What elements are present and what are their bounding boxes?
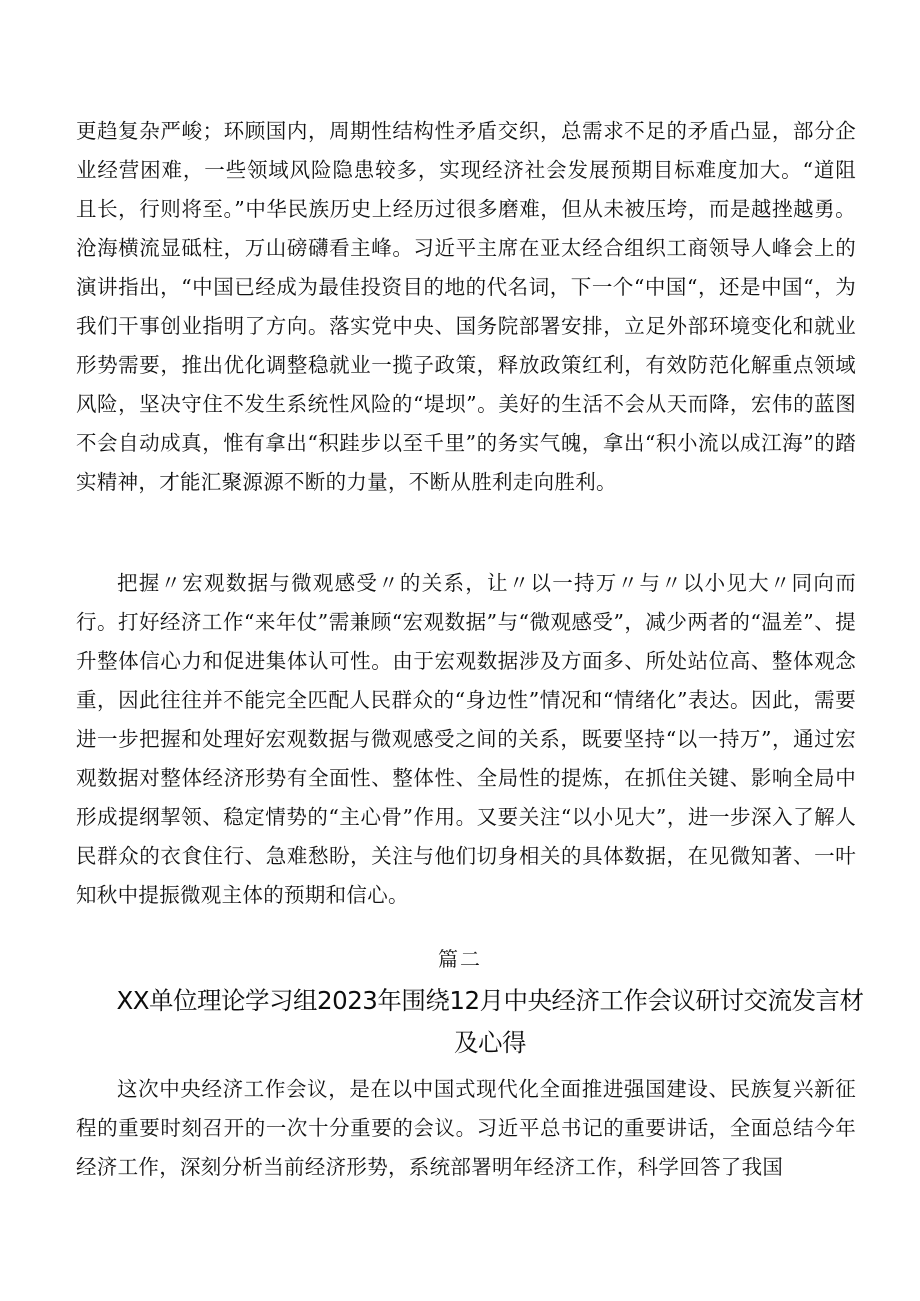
body-paragraph: 更趋复杂严峻；环顾国内，周期性结构性矛盾交织，总需求不足的矛盾凸显，部分企业经营困难，一些领域风险隐患较多，实现经济社会发展预期目标难度加大。“道阻且长，行则将至。”中华民族历史上经历过很多磨难，但从未被压垮，而是越挫越勇。沧海横流显砥柱，万山磅礴看主峰。习近平主席在亚太经合组织工商领导人峰会上的演讲指出，“中国已经成为最佳投资目的地的代名词，下一个“中国“，还是中国“，为我们干事创业指明了方向。落实党中央、国务院部署安排，立足外部环境变化和就业形势需要，推出优化调整稳就业一揽子政策，释放政策红利，有效防范化解重点领域风险，坚决守住不发生系统性风险的“堤坝”。美好的生活不会从天而降，宏伟的蓝图不会自动成真，惟有拿出“积跬步以至千里”的务实气魄，拿出“积小流以成江海”的踏实精神，才能汇聚源源不断的力量，不断从胜利走向胜利。 [76, 119, 856, 494]
body-paragraph: 把握〃宏观数据与微观感受〃的关系，让〃以一持万〃与〃以小见大〃同向而行。打好经济工作“来年仗”需兼顾“宏观数据”与“微观感受”，减少两者的“温差”、提升整体信心力和促进集体认可性。由于宏观数据涉及方面多、所处站位高、整体观念重，因此往往并不能完全匹配人民群众的“身边性”情况和“情绪化”表达。因此，需要进一步把握和处理好宏观数据与微观感受之间的关系，既要坚持“以一持万”，通过宏观数据对整体经济形势有全面性、整体性、全局性的提炼，在抓住关键、影响全局中形成提纲挈领、稳定情势的“主心骨”作用。又要关注“以小见大”，进一步深入了解人民群众的衣食住行、急难愁盼，关注与他们切身相关的具体数据，在见微知著、一叶知秋中提振微观主体的预期和信心。 [76, 571, 856, 907]
document-title: XX单位理论学习组2023年围绕12月中央经济工作会议研讨交流发言材及心得 [116, 986, 864, 1057]
section-label: 篇二 [438, 947, 482, 971]
body-paragraph: 这次中央经济工作会议，是在以中国式现代化全面推进强国建设、民族复兴新征程的重要时刻召开的一次十分重要的会议。习近平总书记的重要讲话，全面总结今年经济工作，深刻分析当前经济形势，系统部署明年经济工作，科学回答了我国 [76, 1077, 856, 1179]
